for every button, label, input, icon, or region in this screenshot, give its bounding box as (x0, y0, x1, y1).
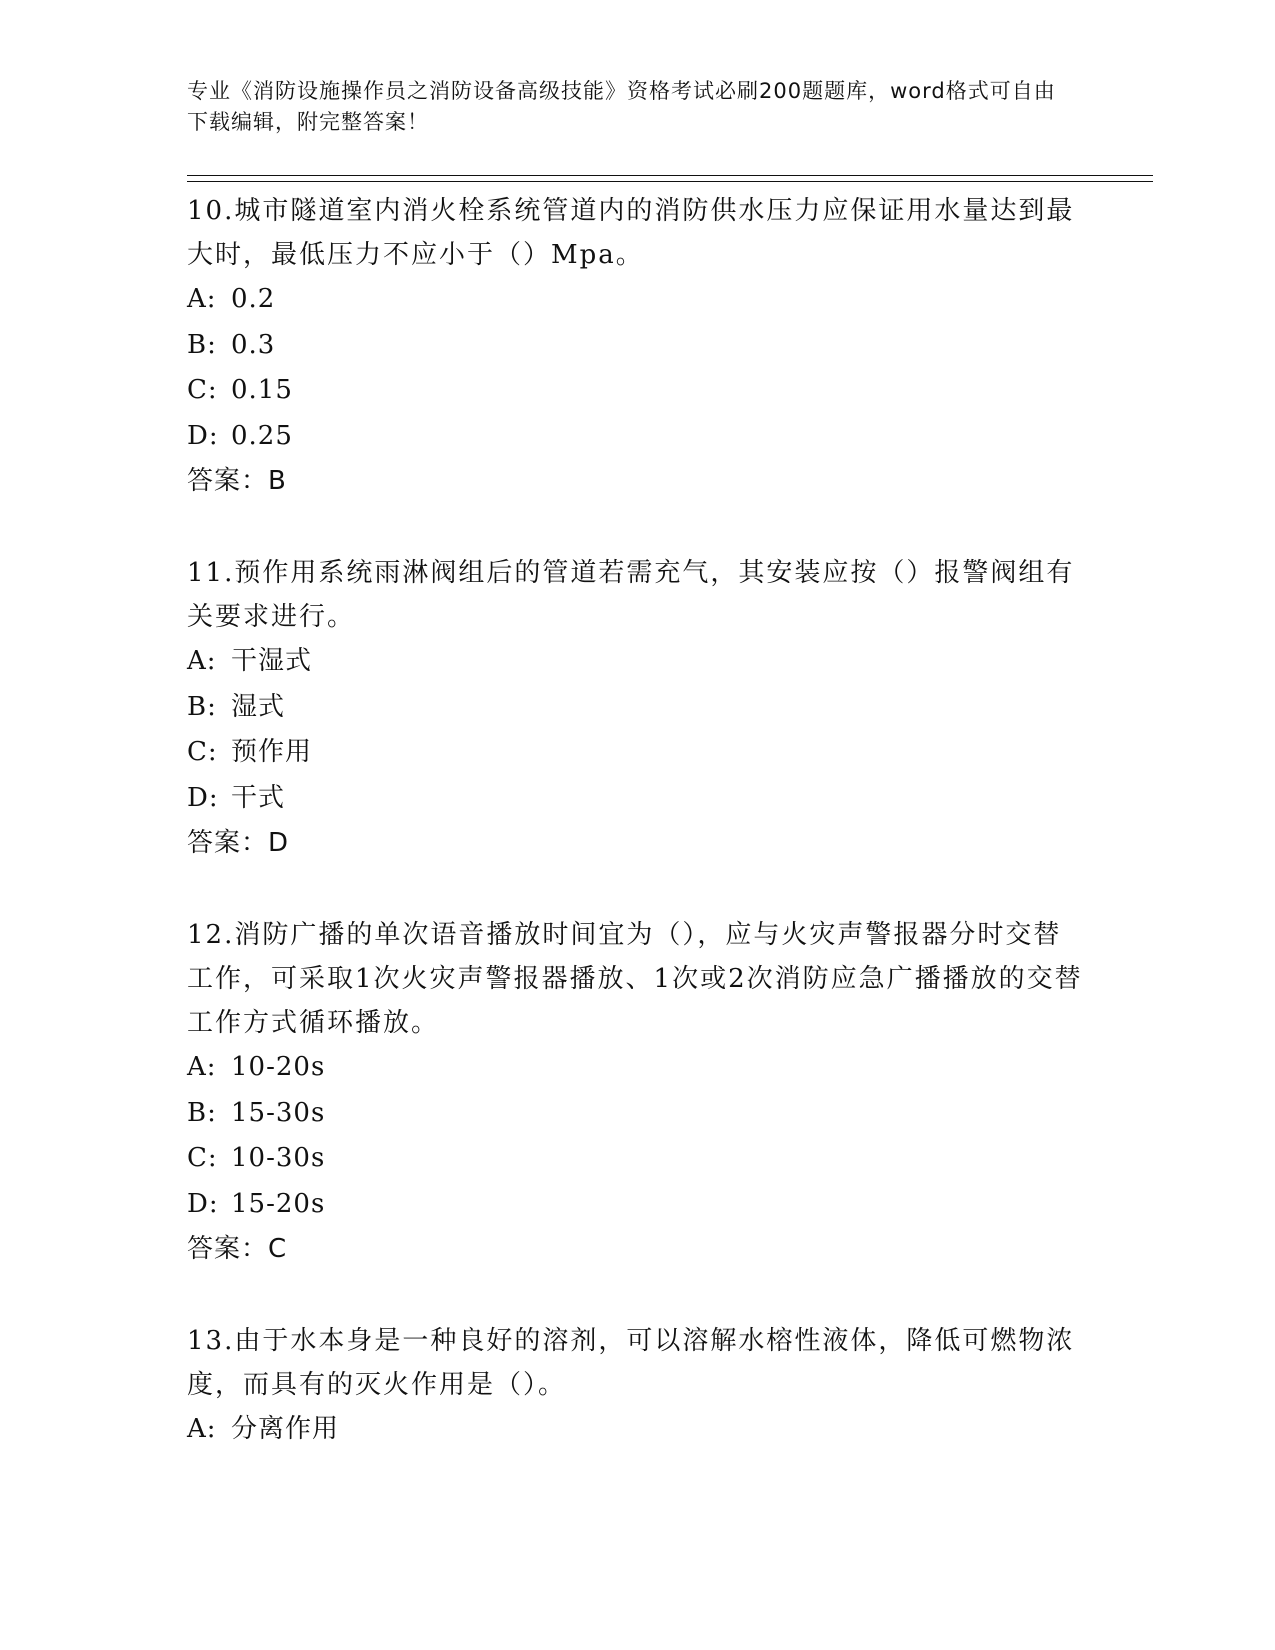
option-key: B: (187, 1097, 217, 1128)
answer-line: 答案：C (187, 1234, 288, 1264)
option-d (187, 414, 1087, 460)
option-key: D: (187, 420, 219, 451)
option-text: 15-30s (231, 1097, 326, 1128)
option-key: B: (187, 691, 217, 722)
option-a (187, 1045, 1087, 1091)
option-d (187, 776, 1087, 822)
question-12 (187, 913, 1087, 1271)
option-c (187, 368, 1087, 414)
header-rule-top (187, 175, 1153, 176)
header-rule-bottom (187, 181, 1153, 182)
option-key: A: (187, 1052, 217, 1082)
option-key: D: (187, 1188, 219, 1219)
option-text: 预作用 (231, 737, 313, 767)
option-text: 10-30s (231, 1143, 326, 1173)
option-b (187, 1091, 1087, 1137)
option-b (187, 323, 1087, 369)
question-stem: 12.消防广播的单次语音播放时间宜为（），应与火灾声警报器分时交替工作，可采取1次火灾声警报器播放、1次或2次消防应急广播播放的交替工作方式循环播放。 (187, 920, 1083, 1038)
answer-line: 答案：D (187, 828, 290, 858)
option-key: A: (187, 646, 217, 676)
option-list (187, 1045, 1087, 1227)
option-a (187, 639, 1087, 685)
option-key: C: (187, 737, 218, 767)
option-text: 0.3 (231, 329, 276, 360)
option-b (187, 685, 1087, 731)
option-list (187, 639, 1087, 821)
option-text: 干式 (231, 782, 286, 813)
option-text: 干湿式 (231, 646, 313, 676)
question-10 (187, 189, 1087, 503)
option-text: 湿式 (231, 691, 286, 722)
question-stem: 10.城市隧道室内消火栓系统管道内的消防供水压力应保证用水量达到最大时，最低压力不应小于（）Mpa。 (187, 196, 1075, 270)
option-a (187, 1407, 1087, 1453)
option-key: A: (187, 284, 217, 314)
option-text: 15-20s (231, 1188, 326, 1219)
option-c (187, 730, 1087, 776)
option-text: 0.2 (231, 284, 276, 314)
option-a (187, 277, 1087, 323)
option-list (187, 1407, 1087, 1453)
question-stem: 11.预作用系统雨淋阀组后的管道若需充气，其安装应按（）报警阀组有关要求进行。 (187, 558, 1075, 632)
option-c (187, 1136, 1087, 1182)
option-text: 0.15 (231, 375, 293, 405)
option-key: A: (187, 1414, 217, 1444)
option-key: B: (187, 329, 217, 360)
question-11 (187, 551, 1087, 865)
option-key: D: (187, 782, 219, 813)
document-intro: 专业《消防设施操作员之消防设备高级技能》资格考试必刷200题题库，word格式可自由下载编辑，附完整答案！ (187, 79, 1056, 134)
option-text: 分离作用 (231, 1414, 340, 1444)
question-stem: 13.由于水本身是一种良好的溶剂，可以溶解水榕性液体，降低可燃物浓度，而具有的灭火作用是（）。 (187, 1326, 1075, 1400)
option-text: 10-20s (231, 1052, 326, 1082)
option-key: C: (187, 1143, 218, 1173)
question-13 (187, 1319, 1087, 1453)
option-key: C: (187, 375, 218, 405)
option-text: 0.25 (231, 420, 293, 451)
option-list (187, 277, 1087, 459)
option-d (187, 1182, 1087, 1228)
answer-line: 答案：B (187, 466, 287, 496)
